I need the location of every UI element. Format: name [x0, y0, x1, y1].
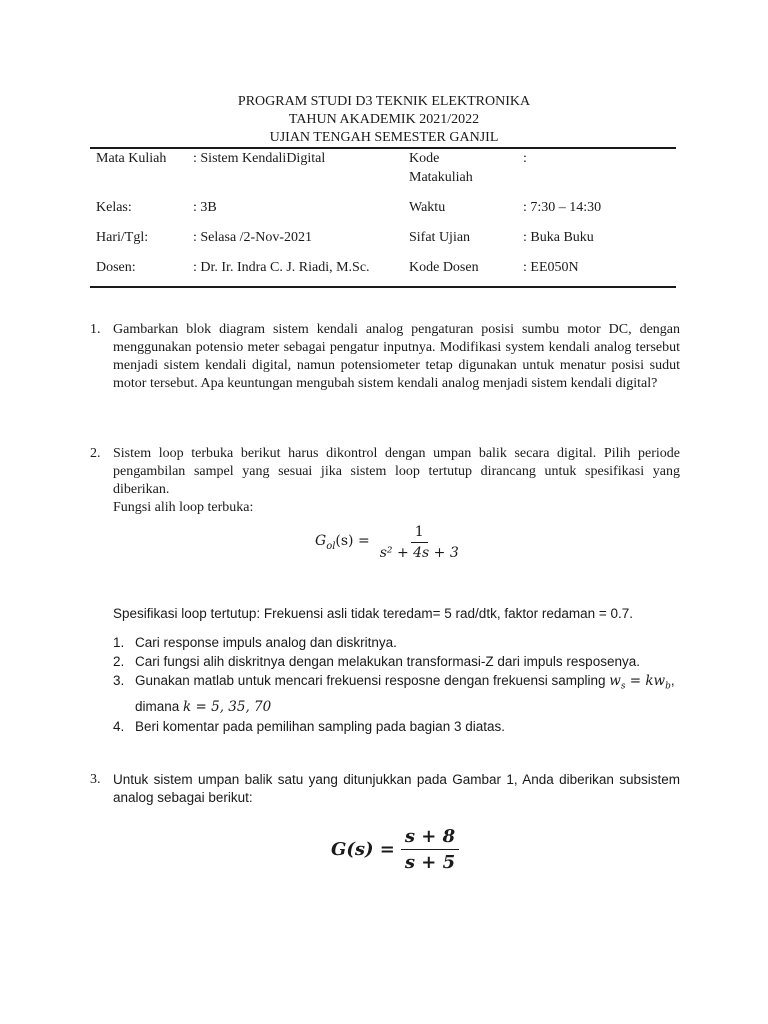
open-loop-transfer-function	[315, 524, 463, 561]
sifat-ujian-value: : Buka Buku	[523, 230, 594, 245]
dosen-value: : Dr. Ir. Indra C. J. Riadi, M.Sc.	[193, 260, 370, 275]
list-item	[113, 652, 683, 671]
question-1	[90, 321, 680, 393]
kode-matakuliah-label	[409, 149, 473, 187]
waktu-value: : 7:30 – 14:30	[523, 200, 602, 215]
table-top-rule	[90, 147, 676, 149]
formula-numerator: s + 8	[401, 826, 459, 850]
question-2-text: Sistem loop terbuka berikut harus dikontrol dengan umpan balik secara digital. Pilih periode pengambilan sampel yang sesuai jika sistem loop tertutup dirancang untuk spesifikasi yang diberikan.	[113, 446, 680, 497]
kelas-label: Kelas:	[96, 200, 132, 215]
sifat-ujian-label: Sifat Ujian	[409, 230, 471, 245]
kode-dosen-value: : EE050N	[523, 260, 579, 275]
kode-matakuliah-label-line2: Matakuliah	[409, 170, 473, 185]
formula-numerator: 1	[411, 524, 428, 543]
document-header	[0, 93, 768, 147]
program-title: PROGRAM STUDI D3 TEKNIK ELEKTRONIKA	[237, 94, 531, 109]
question-1-text: Gambarkan blok diagram sistem kendali analog pengaturan posisi sumbu motor DC, dengan menggunakan potensio meter sebagai pengatur inputnya. Modifikasi system kendali analog tersebut menjadi sistem kendali digital, namun potensiometer tetap digunakan untuk menatur posisi sudut motor tersebut. Apa keuntungan mengubah sistem kendali analog menjadi sistem kendali digital?	[113, 322, 680, 391]
question-3-text: Untuk sistem umpan balik satu yang ditunjukkan pada Gambar 1, Anda diberikan subsistem analog sebagai berikut:	[113, 772, 680, 805]
list-item-text-dimana: dimana	[135, 698, 184, 714]
kelas-value: : 3B	[193, 200, 217, 215]
dosen-label: Dosen:	[96, 260, 136, 275]
formula-lhs: $G_{ol}(s)$ =	[315, 533, 370, 552]
mata-kuliah-value: : Sistem KendaliDigital	[193, 151, 326, 166]
hari-tgl-value: : Selasa /2-Nov-2021	[193, 230, 312, 245]
kode-dosen-label: Kode Dosen	[409, 260, 479, 275]
question-2-subitems	[113, 633, 683, 736]
formula-fraction	[401, 826, 459, 873]
question-2	[90, 445, 680, 517]
list-item-number: 3.	[113, 673, 125, 688]
list-item-text: Cari response impuls analog dan diskritnya.	[135, 635, 397, 650]
kode-matakuliah-label-line1: Kode	[409, 151, 440, 166]
question-3-number: 3.	[90, 772, 101, 787]
formula-lhs-subscript: ol	[326, 540, 336, 552]
formula-denominator: s² + 4s + 3	[379, 545, 459, 561]
list-item-number: 4.	[113, 718, 125, 734]
list-item	[113, 633, 683, 652]
table-bottom-rule	[90, 286, 676, 288]
question-2-number: 2.	[90, 446, 101, 461]
question-3	[90, 771, 680, 807]
closed-loop-spec	[90, 605, 680, 623]
formula-lhs: G(s) =	[331, 839, 395, 860]
waktu-label: Waktu	[409, 200, 446, 215]
list-item-text: Gunakan matlab untuk mencari frekuensi resposne dengan frekuensi sampling	[135, 673, 610, 688]
sampling-frequency-math: $w_s = kw_b$	[609, 673, 671, 692]
list-item-number: 2.	[113, 654, 125, 669]
list-item-text: Beri komentar pada pemilihan sampling pada bagian 3 diatas.	[135, 718, 505, 734]
exam-title: UJIAN TENGAH SEMESTER GANJIL	[269, 130, 499, 145]
formula-fraction	[376, 524, 463, 561]
fungsi-alih-label: Fungsi alih loop terbuka:	[113, 500, 254, 515]
formula-denominator: s + 5	[404, 852, 456, 873]
academic-year: TAHUN AKADEMIK 2021/2022	[288, 112, 480, 127]
mata-kuliah-label: Mata Kuliah	[96, 151, 167, 166]
list-item	[113, 671, 683, 717]
list-item-number: 1.	[113, 635, 125, 650]
question-1-number: 1.	[90, 322, 101, 337]
list-item-text: Cari fungsi alih diskritnya dengan melakukan transformasi-Z dari impuls resposenya.	[135, 654, 640, 669]
k-values-math: k = 5, 35, 70	[183, 698, 272, 715]
spesifikasi-text: Spesifikasi loop tertutup: Frekuensi asli tidak teredam= 5 rad/dtk, faktor redaman = 0.7.	[113, 606, 634, 621]
subsystem-transfer-function	[331, 826, 459, 873]
formula-lhs-arg: (s) =	[335, 533, 370, 550]
list-item	[113, 717, 683, 736]
kode-matakuliah-value: :	[523, 151, 527, 166]
hari-tgl-label: Hari/Tgl:	[96, 230, 149, 245]
list-item-comma: ,	[670, 673, 675, 688]
